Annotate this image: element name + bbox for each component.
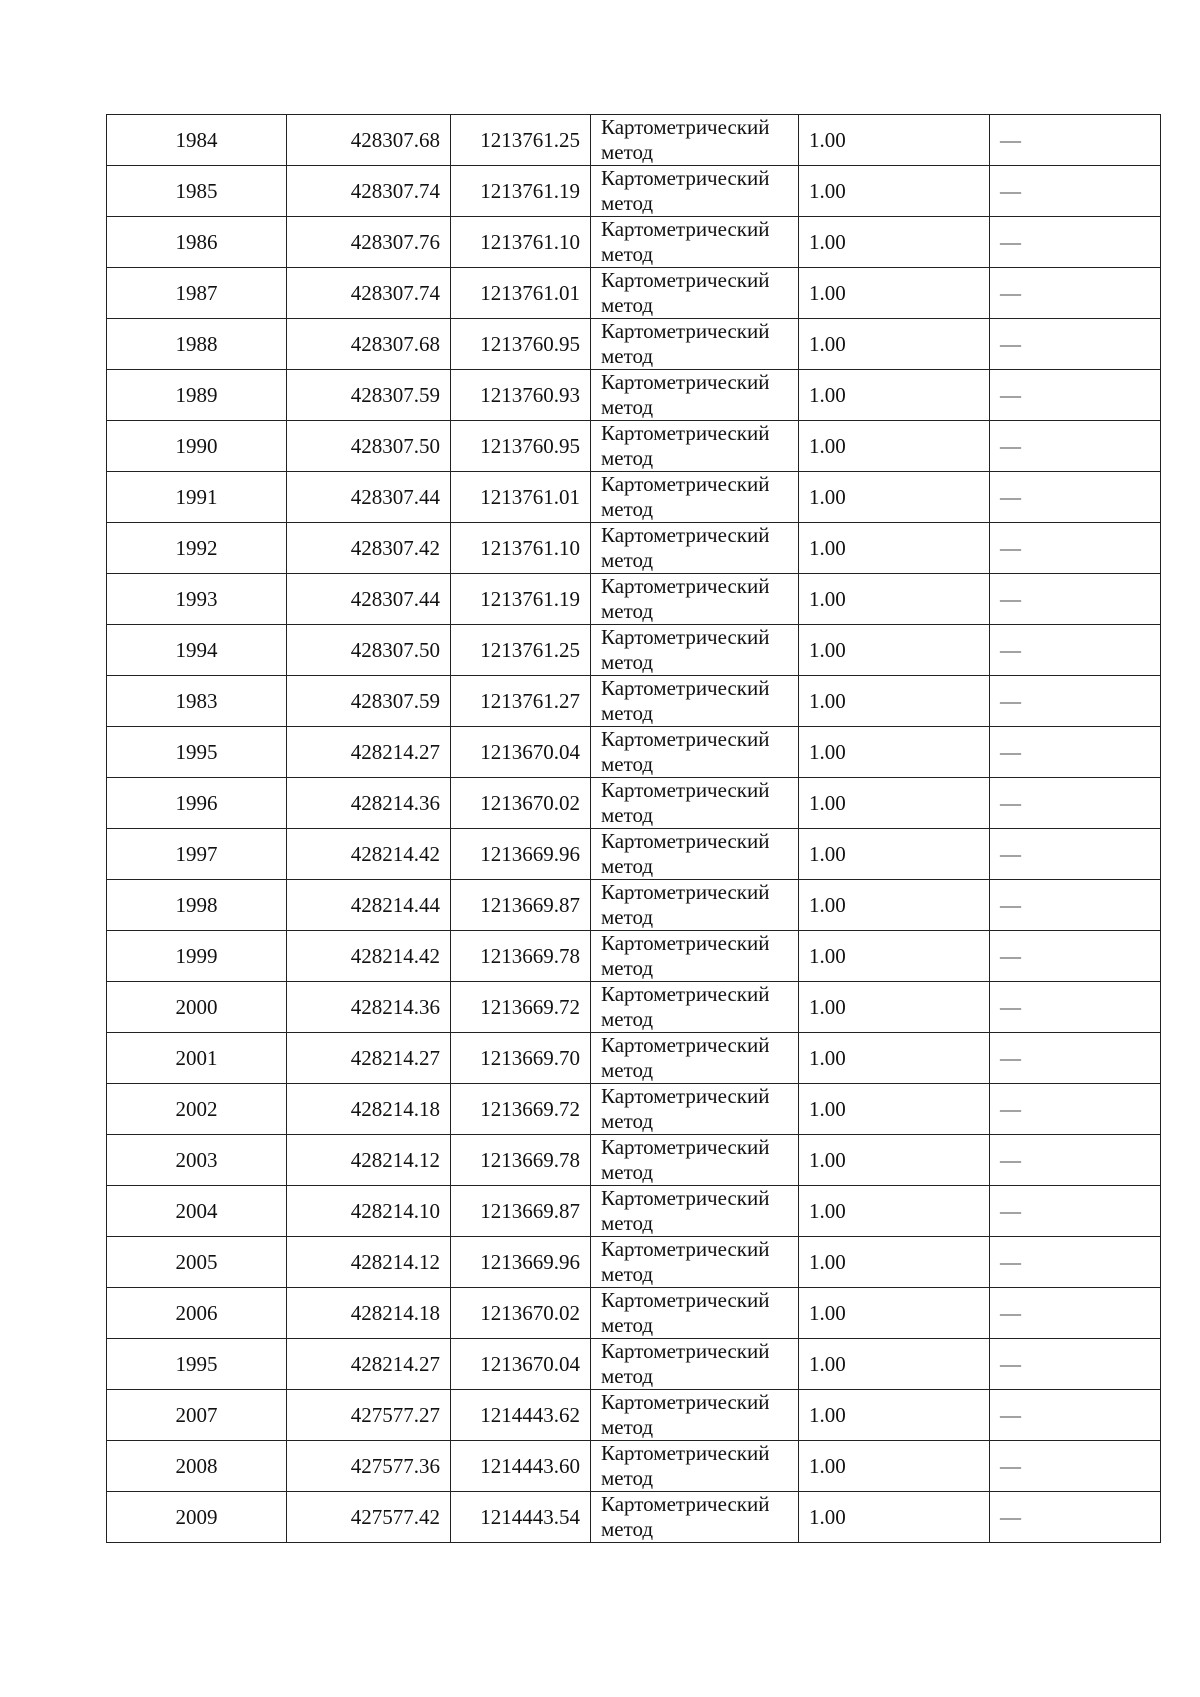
- accuracy-cell: 1.00: [799, 523, 990, 574]
- x-coordinate-cell: 428307.59: [287, 370, 451, 421]
- table-row: [107, 268, 1161, 319]
- accuracy-cell: 1.00: [799, 778, 990, 829]
- method-cell: Картометрический метод: [591, 880, 799, 931]
- point-number-cell: 1996: [107, 778, 287, 829]
- accuracy-cell: 1.00: [799, 115, 990, 166]
- point-number-cell: 2003: [107, 1135, 287, 1186]
- x-coordinate-cell: 428214.36: [287, 778, 451, 829]
- method-cell: Картометрический метод: [591, 1339, 799, 1390]
- description-cell: —: [990, 574, 1161, 625]
- x-coordinate-cell: 428214.18: [287, 1084, 451, 1135]
- x-coordinate-cell: 428214.27: [287, 727, 451, 778]
- method-cell: Картометрический метод: [591, 982, 799, 1033]
- accuracy-cell: 1.00: [799, 1186, 990, 1237]
- description-cell: —: [990, 1390, 1161, 1441]
- method-cell: Картометрический метод: [591, 829, 799, 880]
- y-coordinate-cell: 1213760.93: [451, 370, 591, 421]
- x-coordinate-cell: 428307.74: [287, 268, 451, 319]
- x-coordinate-cell: 428307.74: [287, 166, 451, 217]
- x-coordinate-cell: 428214.10: [287, 1186, 451, 1237]
- x-coordinate-cell: 428214.27: [287, 1339, 451, 1390]
- coordinates-table: [106, 114, 1161, 1543]
- x-coordinate-cell: 428214.42: [287, 829, 451, 880]
- accuracy-cell: 1.00: [799, 1135, 990, 1186]
- point-number-cell: 2009: [107, 1492, 287, 1543]
- y-coordinate-cell: 1213670.04: [451, 1339, 591, 1390]
- x-coordinate-cell: 428214.18: [287, 1288, 451, 1339]
- point-number-cell: 1995: [107, 727, 287, 778]
- accuracy-cell: 1.00: [799, 931, 990, 982]
- point-number-cell: 1989: [107, 370, 287, 421]
- method-cell: Картометрический метод: [591, 217, 799, 268]
- table-row: [107, 727, 1161, 778]
- y-coordinate-cell: 1213761.19: [451, 166, 591, 217]
- y-coordinate-cell: 1213669.87: [451, 1186, 591, 1237]
- accuracy-cell: 1.00: [799, 574, 990, 625]
- point-number-cell: 1991: [107, 472, 287, 523]
- accuracy-cell: 1.00: [799, 1033, 990, 1084]
- description-cell: —: [990, 115, 1161, 166]
- y-coordinate-cell: 1213761.10: [451, 523, 591, 574]
- table-row: [107, 1186, 1161, 1237]
- x-coordinate-cell: 428307.76: [287, 217, 451, 268]
- description-cell: —: [990, 778, 1161, 829]
- accuracy-cell: 1.00: [799, 370, 990, 421]
- y-coordinate-cell: 1213761.10: [451, 217, 591, 268]
- y-coordinate-cell: 1213670.02: [451, 1288, 591, 1339]
- method-cell: Картометрический метод: [591, 472, 799, 523]
- y-coordinate-cell: 1214443.60: [451, 1441, 591, 1492]
- point-number-cell: 1984: [107, 115, 287, 166]
- method-cell: Картометрический метод: [591, 268, 799, 319]
- description-cell: —: [990, 472, 1161, 523]
- point-number-cell: 1995: [107, 1339, 287, 1390]
- table-row: [107, 1033, 1161, 1084]
- method-cell: Картометрический метод: [591, 625, 799, 676]
- description-cell: —: [990, 523, 1161, 574]
- x-coordinate-cell: 428214.12: [287, 1135, 451, 1186]
- point-number-cell: 1988: [107, 319, 287, 370]
- point-number-cell: 2001: [107, 1033, 287, 1084]
- y-coordinate-cell: 1213669.78: [451, 931, 591, 982]
- description-cell: —: [990, 1339, 1161, 1390]
- accuracy-cell: 1.00: [799, 676, 990, 727]
- accuracy-cell: 1.00: [799, 829, 990, 880]
- description-cell: —: [990, 982, 1161, 1033]
- point-number-cell: 1990: [107, 421, 287, 472]
- method-cell: Картометрический метод: [591, 676, 799, 727]
- point-number-cell: 1983: [107, 676, 287, 727]
- x-coordinate-cell: 427577.42: [287, 1492, 451, 1543]
- method-cell: Картометрический метод: [591, 523, 799, 574]
- y-coordinate-cell: 1213669.96: [451, 1237, 591, 1288]
- accuracy-cell: 1.00: [799, 268, 990, 319]
- point-number-cell: 2002: [107, 1084, 287, 1135]
- accuracy-cell: 1.00: [799, 421, 990, 472]
- accuracy-cell: 1.00: [799, 982, 990, 1033]
- description-cell: —: [990, 931, 1161, 982]
- method-cell: Картометрический метод: [591, 115, 799, 166]
- accuracy-cell: 1.00: [799, 319, 990, 370]
- x-coordinate-cell: 428307.44: [287, 472, 451, 523]
- y-coordinate-cell: 1214443.62: [451, 1390, 591, 1441]
- y-coordinate-cell: 1213761.25: [451, 115, 591, 166]
- description-cell: —: [990, 829, 1161, 880]
- table-row: [107, 1339, 1161, 1390]
- y-coordinate-cell: 1213761.27: [451, 676, 591, 727]
- method-cell: Картометрический метод: [591, 1237, 799, 1288]
- point-number-cell: 1998: [107, 880, 287, 931]
- table-row: [107, 1441, 1161, 1492]
- method-cell: Картометрический метод: [591, 1288, 799, 1339]
- table-row: [107, 217, 1161, 268]
- description-cell: —: [990, 625, 1161, 676]
- description-cell: —: [990, 1237, 1161, 1288]
- x-coordinate-cell: 427577.27: [287, 1390, 451, 1441]
- accuracy-cell: 1.00: [799, 472, 990, 523]
- method-cell: Картометрический метод: [591, 1033, 799, 1084]
- point-number-cell: 2007: [107, 1390, 287, 1441]
- description-cell: —: [990, 421, 1161, 472]
- table-row: [107, 1084, 1161, 1135]
- point-number-cell: 1994: [107, 625, 287, 676]
- method-cell: Картометрический метод: [591, 370, 799, 421]
- method-cell: Картометрический метод: [591, 1084, 799, 1135]
- description-cell: —: [990, 727, 1161, 778]
- x-coordinate-cell: 428307.68: [287, 319, 451, 370]
- table-row: [107, 1288, 1161, 1339]
- point-number-cell: 1985: [107, 166, 287, 217]
- accuracy-cell: 1.00: [799, 1492, 990, 1543]
- method-cell: Картометрический метод: [591, 1135, 799, 1186]
- description-cell: —: [990, 268, 1161, 319]
- x-coordinate-cell: 427577.36: [287, 1441, 451, 1492]
- accuracy-cell: 1.00: [799, 1084, 990, 1135]
- x-coordinate-cell: 428214.27: [287, 1033, 451, 1084]
- description-cell: —: [990, 1186, 1161, 1237]
- y-coordinate-cell: 1214443.54: [451, 1492, 591, 1543]
- point-number-cell: 1986: [107, 217, 287, 268]
- table-row: [107, 1135, 1161, 1186]
- description-cell: —: [990, 880, 1161, 931]
- y-coordinate-cell: 1213669.72: [451, 982, 591, 1033]
- accuracy-cell: 1.00: [799, 1237, 990, 1288]
- point-number-cell: 2005: [107, 1237, 287, 1288]
- method-cell: Картометрический метод: [591, 421, 799, 472]
- method-cell: Картометрический метод: [591, 931, 799, 982]
- table-row: [107, 931, 1161, 982]
- method-cell: Картометрический метод: [591, 319, 799, 370]
- description-cell: —: [990, 1288, 1161, 1339]
- x-coordinate-cell: 428307.50: [287, 625, 451, 676]
- point-number-cell: 1987: [107, 268, 287, 319]
- table-row: [107, 472, 1161, 523]
- y-coordinate-cell: 1213761.01: [451, 268, 591, 319]
- table-row: [107, 880, 1161, 931]
- point-number-cell: 2000: [107, 982, 287, 1033]
- description-cell: —: [990, 676, 1161, 727]
- point-number-cell: 1992: [107, 523, 287, 574]
- table-row: [107, 421, 1161, 472]
- method-cell: Картометрический метод: [591, 727, 799, 778]
- y-coordinate-cell: 1213670.02: [451, 778, 591, 829]
- table-row: [107, 1390, 1161, 1441]
- x-coordinate-cell: 428307.59: [287, 676, 451, 727]
- table-row: [107, 574, 1161, 625]
- y-coordinate-cell: 1213761.19: [451, 574, 591, 625]
- table-row: [107, 1237, 1161, 1288]
- y-coordinate-cell: 1213761.01: [451, 472, 591, 523]
- method-cell: Картометрический метод: [591, 1492, 799, 1543]
- description-cell: —: [990, 1033, 1161, 1084]
- y-coordinate-cell: 1213669.78: [451, 1135, 591, 1186]
- method-cell: Картометрический метод: [591, 166, 799, 217]
- table-row: [107, 370, 1161, 421]
- accuracy-cell: 1.00: [799, 166, 990, 217]
- description-cell: —: [990, 370, 1161, 421]
- point-number-cell: 2008: [107, 1441, 287, 1492]
- description-cell: —: [990, 1441, 1161, 1492]
- table-row: [107, 982, 1161, 1033]
- table-row: [107, 166, 1161, 217]
- table-row: [107, 1492, 1161, 1543]
- x-coordinate-cell: 428214.42: [287, 931, 451, 982]
- description-cell: —: [990, 217, 1161, 268]
- accuracy-cell: 1.00: [799, 217, 990, 268]
- description-cell: —: [990, 1135, 1161, 1186]
- y-coordinate-cell: 1213669.96: [451, 829, 591, 880]
- point-number-cell: 1999: [107, 931, 287, 982]
- y-coordinate-cell: 1213669.70: [451, 1033, 591, 1084]
- accuracy-cell: 1.00: [799, 1288, 990, 1339]
- x-coordinate-cell: 428307.44: [287, 574, 451, 625]
- accuracy-cell: 1.00: [799, 880, 990, 931]
- accuracy-cell: 1.00: [799, 1339, 990, 1390]
- table-row: [107, 829, 1161, 880]
- y-coordinate-cell: 1213760.95: [451, 319, 591, 370]
- method-cell: Картометрический метод: [591, 1186, 799, 1237]
- table-row: [107, 319, 1161, 370]
- description-cell: —: [990, 1084, 1161, 1135]
- description-cell: —: [990, 166, 1161, 217]
- y-coordinate-cell: 1213669.87: [451, 880, 591, 931]
- coordinates-table-body: [107, 115, 1161, 1543]
- x-coordinate-cell: 428214.44: [287, 880, 451, 931]
- x-coordinate-cell: 428307.68: [287, 115, 451, 166]
- table-row: [107, 625, 1161, 676]
- x-coordinate-cell: 428307.50: [287, 421, 451, 472]
- x-coordinate-cell: 428307.42: [287, 523, 451, 574]
- x-coordinate-cell: 428214.12: [287, 1237, 451, 1288]
- method-cell: Картометрический метод: [591, 778, 799, 829]
- y-coordinate-cell: 1213761.25: [451, 625, 591, 676]
- accuracy-cell: 1.00: [799, 727, 990, 778]
- table-row: [107, 778, 1161, 829]
- accuracy-cell: 1.00: [799, 1390, 990, 1441]
- table-row: [107, 523, 1161, 574]
- description-cell: —: [990, 1492, 1161, 1543]
- y-coordinate-cell: 1213760.95: [451, 421, 591, 472]
- point-number-cell: 2004: [107, 1186, 287, 1237]
- y-coordinate-cell: 1213670.04: [451, 727, 591, 778]
- x-coordinate-cell: 428214.36: [287, 982, 451, 1033]
- y-coordinate-cell: 1213669.72: [451, 1084, 591, 1135]
- accuracy-cell: 1.00: [799, 1441, 990, 1492]
- point-number-cell: 1997: [107, 829, 287, 880]
- method-cell: Картометрический метод: [591, 1390, 799, 1441]
- table-row: [107, 115, 1161, 166]
- point-number-cell: 1993: [107, 574, 287, 625]
- description-cell: —: [990, 319, 1161, 370]
- method-cell: Картометрический метод: [591, 1441, 799, 1492]
- table-row: [107, 676, 1161, 727]
- point-number-cell: 2006: [107, 1288, 287, 1339]
- accuracy-cell: 1.00: [799, 625, 990, 676]
- method-cell: Картометрический метод: [591, 574, 799, 625]
